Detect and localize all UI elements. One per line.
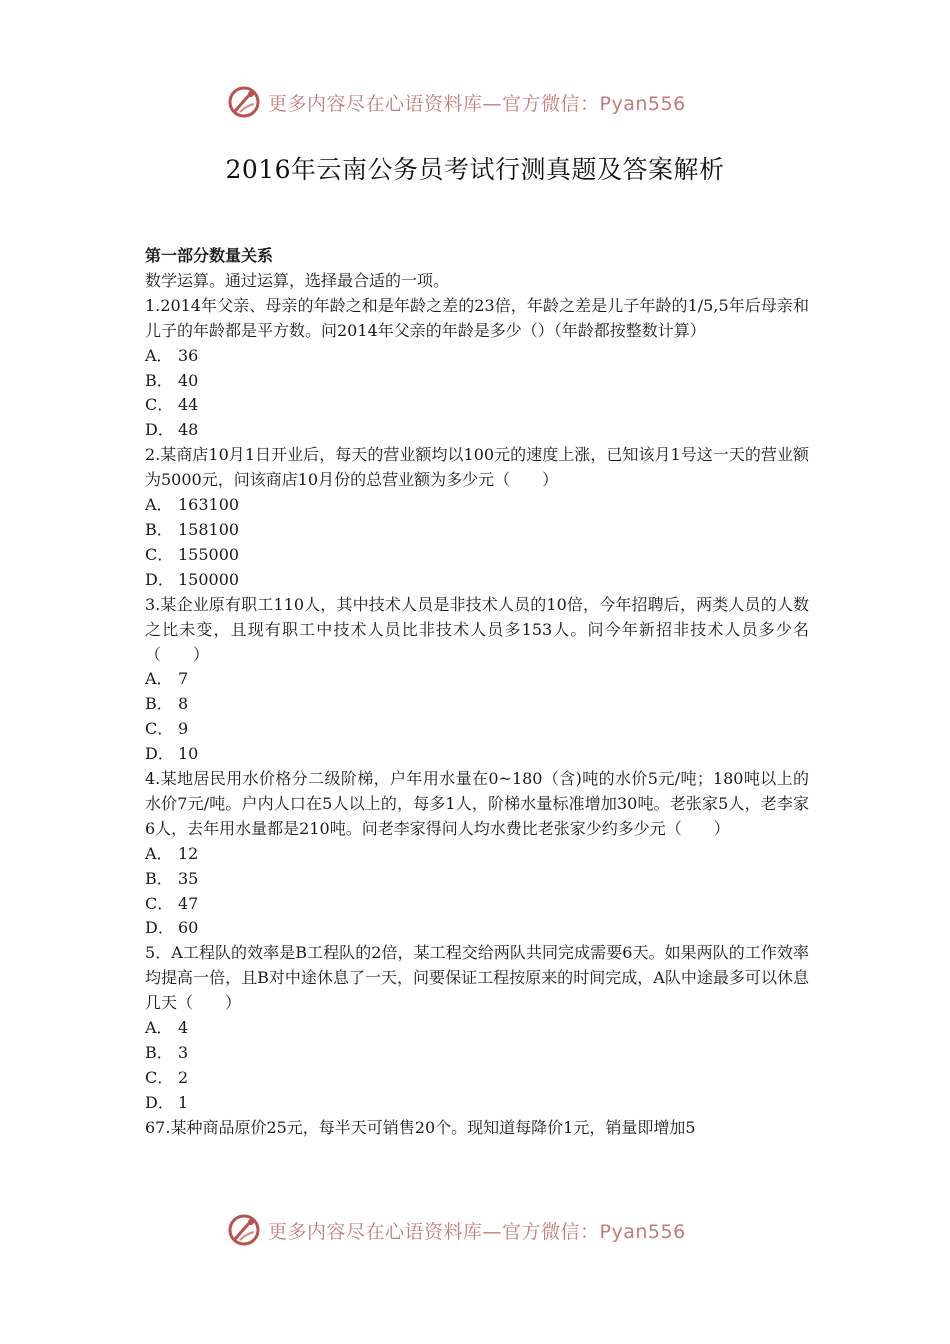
option-a (145, 1016, 809, 1041)
option-label: D． (145, 420, 174, 440)
option-label: B． (145, 1043, 173, 1062)
option-label: B． (145, 519, 173, 539)
option-value: 2 (178, 1067, 189, 1087)
question-2 (145, 443, 809, 592)
option-a (145, 493, 809, 518)
option-label: D． (145, 1092, 174, 1112)
option-c (145, 892, 809, 917)
question-stem: 4.某地居民用水价格分二级阶梯，户年用水量在0~180（含)吨的水价5元/吨；180吨以上的水价7元/吨。户内人口在5人以上的，每多1人，阶梯水量标准增加30吨。老张家5人，老李家6人，去年用水量都是210吨。问老李家得问人均水费比老张家少约多少元（ ） (145, 769, 809, 838)
option-value: 150000 (178, 569, 240, 589)
option-d (145, 1091, 809, 1116)
option-value: 158100 (178, 519, 240, 539)
footer-banner (226, 1210, 746, 1250)
option-value: 48 (178, 420, 199, 440)
question-4 (145, 767, 809, 941)
option-value: 35 (178, 868, 199, 888)
option-c (145, 1066, 809, 1091)
option-value: 7 (178, 669, 189, 689)
option-value: 3 (178, 1043, 189, 1062)
option-d (145, 418, 809, 443)
option-value: 155000 (178, 544, 240, 564)
question-3 (145, 593, 809, 767)
question-stem: 1.2014年父亲、母亲的年龄之和是年龄之差的23倍，年龄之差是儿子年龄的1/5,5年后母亲和儿子的年龄都是平方数。问2014年父亲的年龄是多少（）（年龄都按整数计算） (145, 295, 809, 340)
option-label: A． (145, 495, 173, 515)
option-label: C． (145, 544, 174, 564)
question-stem: 67.某种商品原价25元，每半天可销售20个。现知道每降价1元，销量即增加5 (145, 1117, 696, 1137)
option-label: C． (145, 893, 174, 913)
question-5 (145, 941, 809, 1115)
option-label: D． (145, 744, 174, 764)
option-value: 40 (178, 370, 199, 390)
section-instruction: 数学运算。通过运算，选择最合适的一项。 (145, 270, 450, 290)
option-value: 47 (178, 893, 199, 913)
option-b (145, 867, 809, 892)
page-title: 2016年云南公务员考试行测真题及答案解析 (225, 155, 725, 184)
option-value: 36 (178, 345, 199, 365)
option-label: B． (145, 868, 173, 888)
option-b (145, 518, 809, 543)
option-label: C． (145, 1067, 174, 1087)
option-b (145, 1041, 809, 1066)
option-d (145, 568, 809, 593)
option-label: B． (145, 370, 173, 390)
option-b (145, 369, 809, 394)
question-stem: 3.某企业原有职工110人，其中技术人员是非技术人员的10倍，今年招聘后，两类人员的人数之比未变，且现有职工中技术人员比非技术人员多153人。问今年新招非技术人员多少名（ ） (145, 594, 809, 664)
option-label: A． (145, 669, 173, 689)
option-label: D． (145, 569, 174, 589)
option-label: C． (145, 719, 174, 739)
question-stem: 2.某商店10月1日开业后，每天的营业额均以100元的速度上涨，已知该月1号这一天的营业额为5000元，问该商店10月份的总营业额为多少元（ ） (145, 445, 809, 490)
option-value: 9 (178, 719, 189, 739)
header-banner (226, 82, 746, 122)
option-value: 10 (178, 744, 199, 764)
option-value: 163100 (178, 495, 240, 515)
option-value: 60 (178, 918, 199, 938)
option-d (145, 916, 809, 941)
option-label: D． (145, 918, 174, 938)
option-c (145, 393, 809, 418)
question-67 (145, 1116, 809, 1141)
option-value: 8 (178, 694, 189, 714)
option-value: 44 (178, 395, 199, 415)
option-label: A． (145, 843, 173, 863)
section-heading: 第一部分数量关系 (145, 246, 274, 265)
document-body (145, 244, 809, 1141)
option-label: A． (145, 1018, 173, 1038)
option-a (145, 842, 809, 867)
option-value: 4 (178, 1018, 189, 1038)
question-stem: 5．A工程队的效率是B工程队的2倍，某工程交给两队共同完成需要6天。如果两队的工作效率均提高一倍，且B对中途休息了一天，问要保证工程按原来的时间完成，A队中途最多可以休息几天（ ） (145, 943, 809, 1013)
option-d (145, 742, 809, 767)
option-value: 12 (178, 843, 199, 863)
option-label: A． (145, 345, 173, 365)
option-label: B． (145, 694, 173, 714)
question-1 (145, 294, 809, 443)
option-c (145, 717, 809, 742)
option-c (145, 543, 809, 568)
brand-logo-icon (226, 84, 262, 120)
banner-text: 更多内容尽在心语资料库—官方微信：Pyan556 (268, 1220, 686, 1243)
option-b (145, 692, 809, 717)
option-value: 1 (178, 1092, 189, 1112)
banner-text: 更多内容尽在心语资料库—官方微信：Pyan556 (268, 92, 686, 115)
option-label: C． (145, 395, 174, 415)
brand-logo-icon (226, 1212, 262, 1248)
option-a (145, 667, 809, 692)
option-a (145, 344, 809, 369)
